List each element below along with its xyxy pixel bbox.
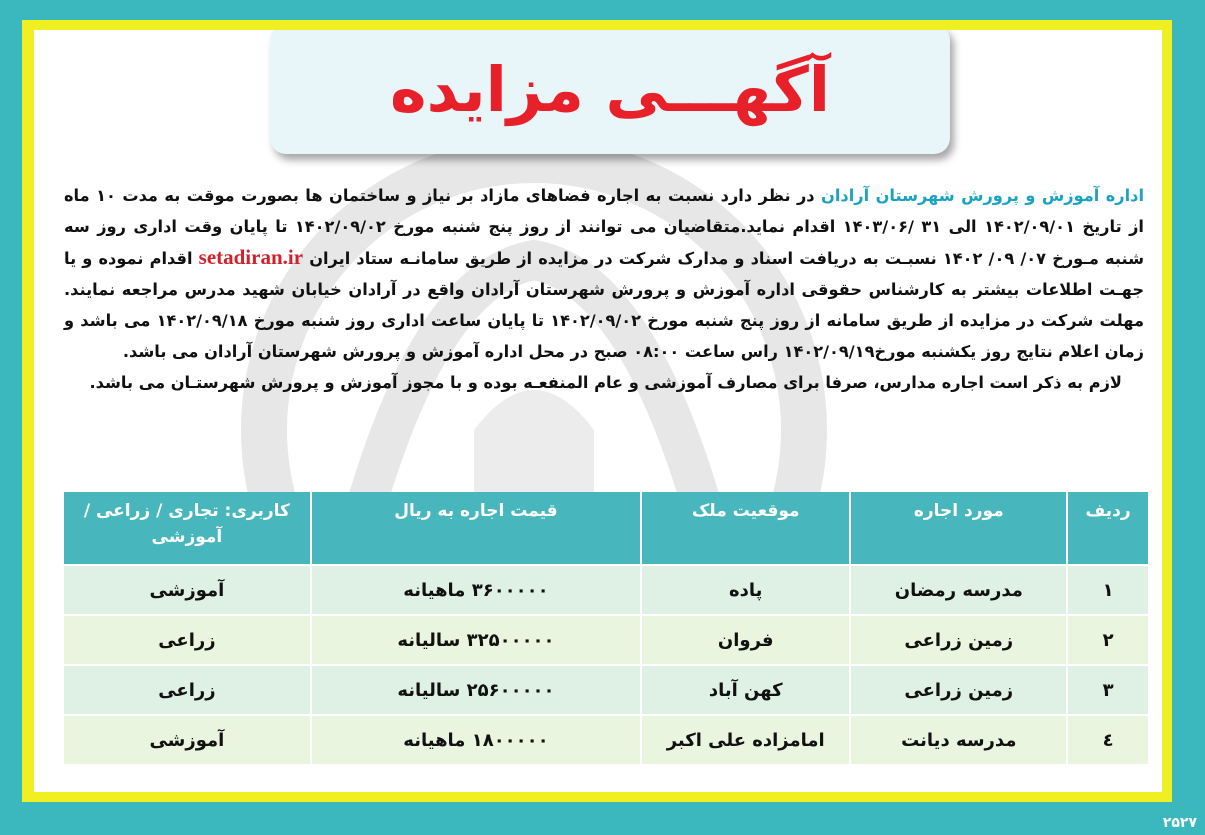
cell-item: مدرسه دیانت [850, 715, 1067, 764]
cell-usage: آموزشی [63, 565, 311, 615]
cell-location: کهن آباد [641, 665, 850, 715]
page-title: آگهـــی مزایده [389, 52, 831, 126]
cell-price: ۳۲۵۰۰۰۰۰ سالیانه [311, 615, 641, 665]
ad-code: ۲۵۲۷ [1162, 815, 1197, 831]
notice-body [64, 180, 1144, 398]
cell-price: ۲۵۶۰۰۰۰۰ سالیانه [311, 665, 641, 715]
cell-index: ۲ [1067, 615, 1148, 665]
cell-item: زمین زراعی [850, 665, 1067, 715]
header-price: قیمت اجاره به ریال [311, 492, 641, 565]
cell-price: ۳۶۰۰۰۰۰ ماهیانه [311, 565, 641, 615]
cell-usage: آموزشی [63, 715, 311, 764]
cell-index: ٤ [1067, 715, 1148, 764]
cell-usage: زراعی [63, 615, 311, 665]
table-row [63, 615, 1148, 665]
notice-main-paragraph [64, 180, 1144, 367]
cell-location: امامزاده علی اکبر [641, 715, 850, 764]
table-header-row [63, 492, 1148, 565]
notice-note: لازم به ذکر است اجاره مدارس، صرفا برای مصارف آموزشی و عام المنفعـه بوده و با مجوز آموزش و پرورش شهرستـان می باشد. [89, 373, 1122, 392]
table-row [63, 565, 1148, 615]
header-usage: کاربری: تجاری / زراعی / آموزشی [63, 492, 311, 565]
cell-item: زمین زراعی [850, 615, 1067, 665]
cell-index: ۳ [1067, 665, 1148, 715]
header-index: ردیف [1067, 492, 1148, 565]
header-location: موقعیت ملک [641, 492, 850, 565]
cell-location: پاده [641, 565, 850, 615]
notice-details: اقدام نموده و یا جهـت اطلاعات بیشتر به کارشناس حقوقی اداره آموزش و پرورش شهرستان آرادان واقع در آرادان خیابان شهید مدرس مراجعه نمایند. مهلت شرکت در مزایده از طریق سامانه از روز پنج شنبه مورخ ۱۴۰۲/۰۹/۰۲ تا پایان ساعت اداری روز شنبه مورخ ۱۴۰۲/۰۹/۱۸ می باشد و زمان اعلام نتایج روز یکشنبه مورخ۱۴۰۲/۰۹/۱۹ راس ساعت ۰۸:۰۰ صبح در محل اداره آموزش و پرورش شهرستان آرادان می باشد. [64, 249, 1144, 361]
setadiran-link[interactable]: setadiran.ir [198, 245, 304, 269]
notice-page [34, 30, 1162, 792]
table-row [63, 715, 1148, 764]
cell-usage: زراعی [63, 665, 311, 715]
cell-item: مدرسه رمضان [850, 565, 1067, 615]
cell-location: فروان [641, 615, 850, 665]
table-row [63, 665, 1148, 715]
header-item: مورد اجاره [850, 492, 1067, 565]
cell-price: ۱۸۰۰۰۰۰ ماهیانه [311, 715, 641, 764]
cell-index: ۱ [1067, 565, 1148, 615]
title-banner [270, 30, 950, 154]
org-name: اداره آموزش و پرورش شهرستان آرادان [821, 186, 1145, 205]
notice-intro: در نظر دارد نسبت به اجاره فضاهای مازاد بر نیاز و ساختمان ها بصورت موقت به مدت ۱۰ ماه از تاریخ ۱۴۰۲/۰۹/۰۱ الی ۳۱ /۱۴۰۳/۰۶ اقدام نماید.متقاضیان می توانند از روز پنج شنبه مورخ ۱۴۰۲/۰۹/۰۲ تا پایان وقت اداری روز سه شنبه مـورخ ۰۷/ ۰۹/ ۱۴۰۲ نسبـت به دریافت اسناد و مدارک شرکت در مزایده از طریق سامانـه ستاد ایران [64, 186, 1144, 268]
auction-table [62, 492, 1148, 764]
